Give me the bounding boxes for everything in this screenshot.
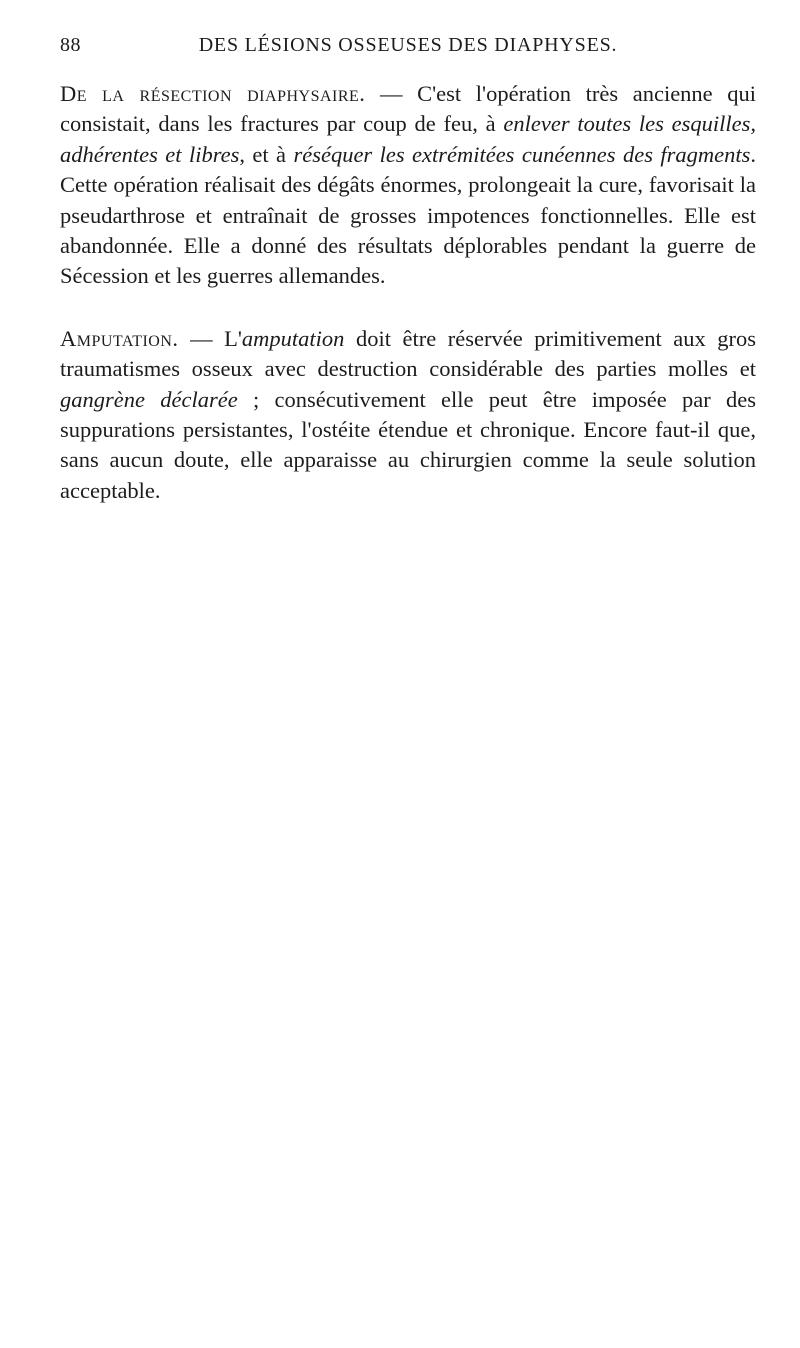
italic-phrase: enlever toutes les esquilles, adhérentes et libres [60,111,757,167]
text-segment: . Cette opération réalisait des dégâts énormes, prolongeait la cure, favorisait la pseudarthrose et entraînait de grosses impotences fonctionnelles. Elle est abandonnée. Elle a donné des résultats déplorables pendant la guerre de Sécession et les guerres allemandes. [60,141,756,289]
heading-dash: — [178,325,225,351]
italic-phrase: gangrène déclarée [60,386,238,412]
running-title: DES LÉSIONS OSSEUSES DES DIAPHYSES. [198,34,618,56]
section-heading-amputation: Amputation. [60,325,179,351]
text-segment: , et à [239,141,294,167]
heading-dash: — [365,81,418,106]
paragraph-amputation [60,324,756,506]
text-segment: L' [224,325,242,351]
page-number: 88 [60,34,81,56]
section-heading-resection: De la résection diaphysaire. [60,81,366,106]
text-segment: C'est l'opération très ancienne qui consistait, dans les fractures par coup de feu, à [60,81,757,137]
running-head [60,34,756,60]
italic-phrase: amputation [241,325,345,351]
document-page [60,0,756,1348]
text-segment: doit être réservée primitivement aux gros traumatismes osseux avec destruction considérable des parties molles et [60,325,756,382]
text-segment: ; consécutivement elle peut être imposée par des suppurations persistantes, l'ostéite étendue et chronique. Encore faut-il que, sans aucun doute, elle apparaisse au chirurgien comme la seule solution acceptable. [60,386,756,503]
italic-phrase: réséquer les extrémitées cunéennes des fragments [293,141,751,167]
body-text [60,79,756,506]
paragraph-resection [60,79,756,292]
